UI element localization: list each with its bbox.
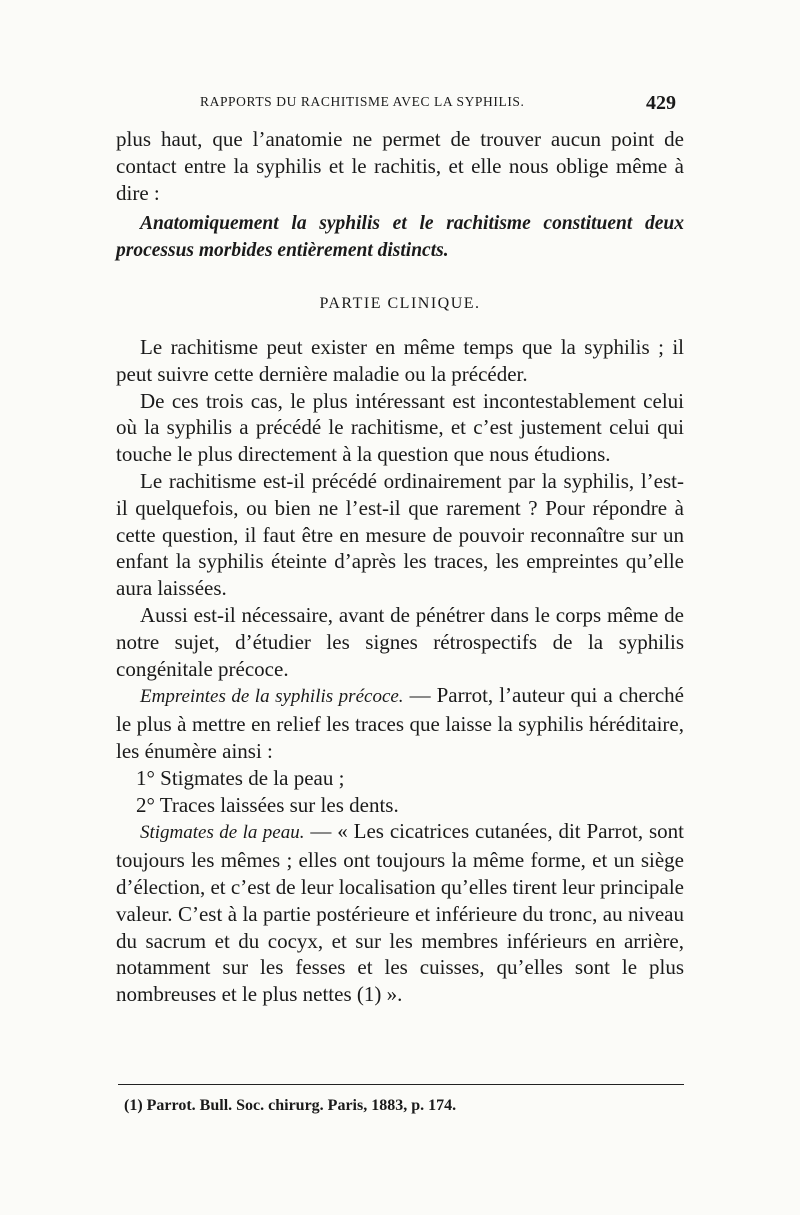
section-title: PARTIE CLINIQUE. xyxy=(319,294,481,312)
paragraph: Le rachitisme peut exister en même temps que la syphilis ; il peut suivre cette dernière maladie ou la précéder. xyxy=(116,334,684,386)
list-item: 2° Traces laissées sur les dents. xyxy=(136,792,399,817)
paragraph-text: — « Les cicatrices cutanées, dit Parrot, sont toujours les mêmes ; elles ont toujours la même forme, et un siège d’élection, et c’est de leur localisation qu’elles tirent leur principale valeur. C’est à la partie postérieure et inférieure du tronc, au niveau du sacrum et du cocyx, et sur les membres inférieurs en arrière, notamment sur les fesses et les cuisses, qu’elles sont le plus nombreuses et le plus nettes (1) ». xyxy=(116,819,684,1007)
paragraph-heading: Stigmates de la peau. xyxy=(140,822,305,844)
list-item: 1° Stigmates de la peau ; xyxy=(136,765,345,790)
opening-paragraph: plus haut, que l’anatomie ne permet de trouver aucun point de contact entre la syphilis et le rachitis, et elle nous oblige même à dire : xyxy=(116,127,684,205)
paragraph-text: — Parrot, l’auteur qui a cherché le plus à mettre en relief les traces que laisse la syphilis héréditaire, les énumère ainsi : xyxy=(116,683,684,763)
running-title: RAPPORTS DU RACHITISME AVEC LA SYPHILIS. xyxy=(200,94,525,109)
footnote-divider xyxy=(118,1084,684,1085)
body-text xyxy=(116,126,684,1008)
footnote: (1) Parrot. Bull. Soc. chirurg. Paris, 1883, p. 174. xyxy=(124,1097,457,1114)
page-number: 429 xyxy=(646,92,676,114)
paragraph: Le rachitisme est-il précédé ordinairement par la syphilis, l’est-il quelquefois, ou bien ne l’est-il que rarement ? Pour répondre à cette question, il faut être en mesure de pouvoir reconnaître sur un enfant la syphilis éteinte d’après les traces, les empreintes qu’elle aura laissées. xyxy=(116,468,684,601)
italic-statement: Anatomiquement la syphilis et le rachitisme constituent deux processus morbides entièrement distincts. xyxy=(116,213,684,262)
paragraph: De ces trois cas, le plus intéressant est incontestablement celui où la syphilis a précédé le rachitisme, et c’est justement celui qui touche le plus directement à la question que nous étudions. xyxy=(116,388,684,467)
paragraph xyxy=(116,682,684,764)
paragraph xyxy=(116,818,684,1008)
paragraph-heading: Empreintes de la syphilis précoce. xyxy=(140,686,404,708)
paragraph: Aussi est-il nécessaire, avant de pénétrer dans le corps même de notre sujet, d’étudier les signes rétrospectifs de la syphilis congénitale précoce. xyxy=(116,602,684,681)
